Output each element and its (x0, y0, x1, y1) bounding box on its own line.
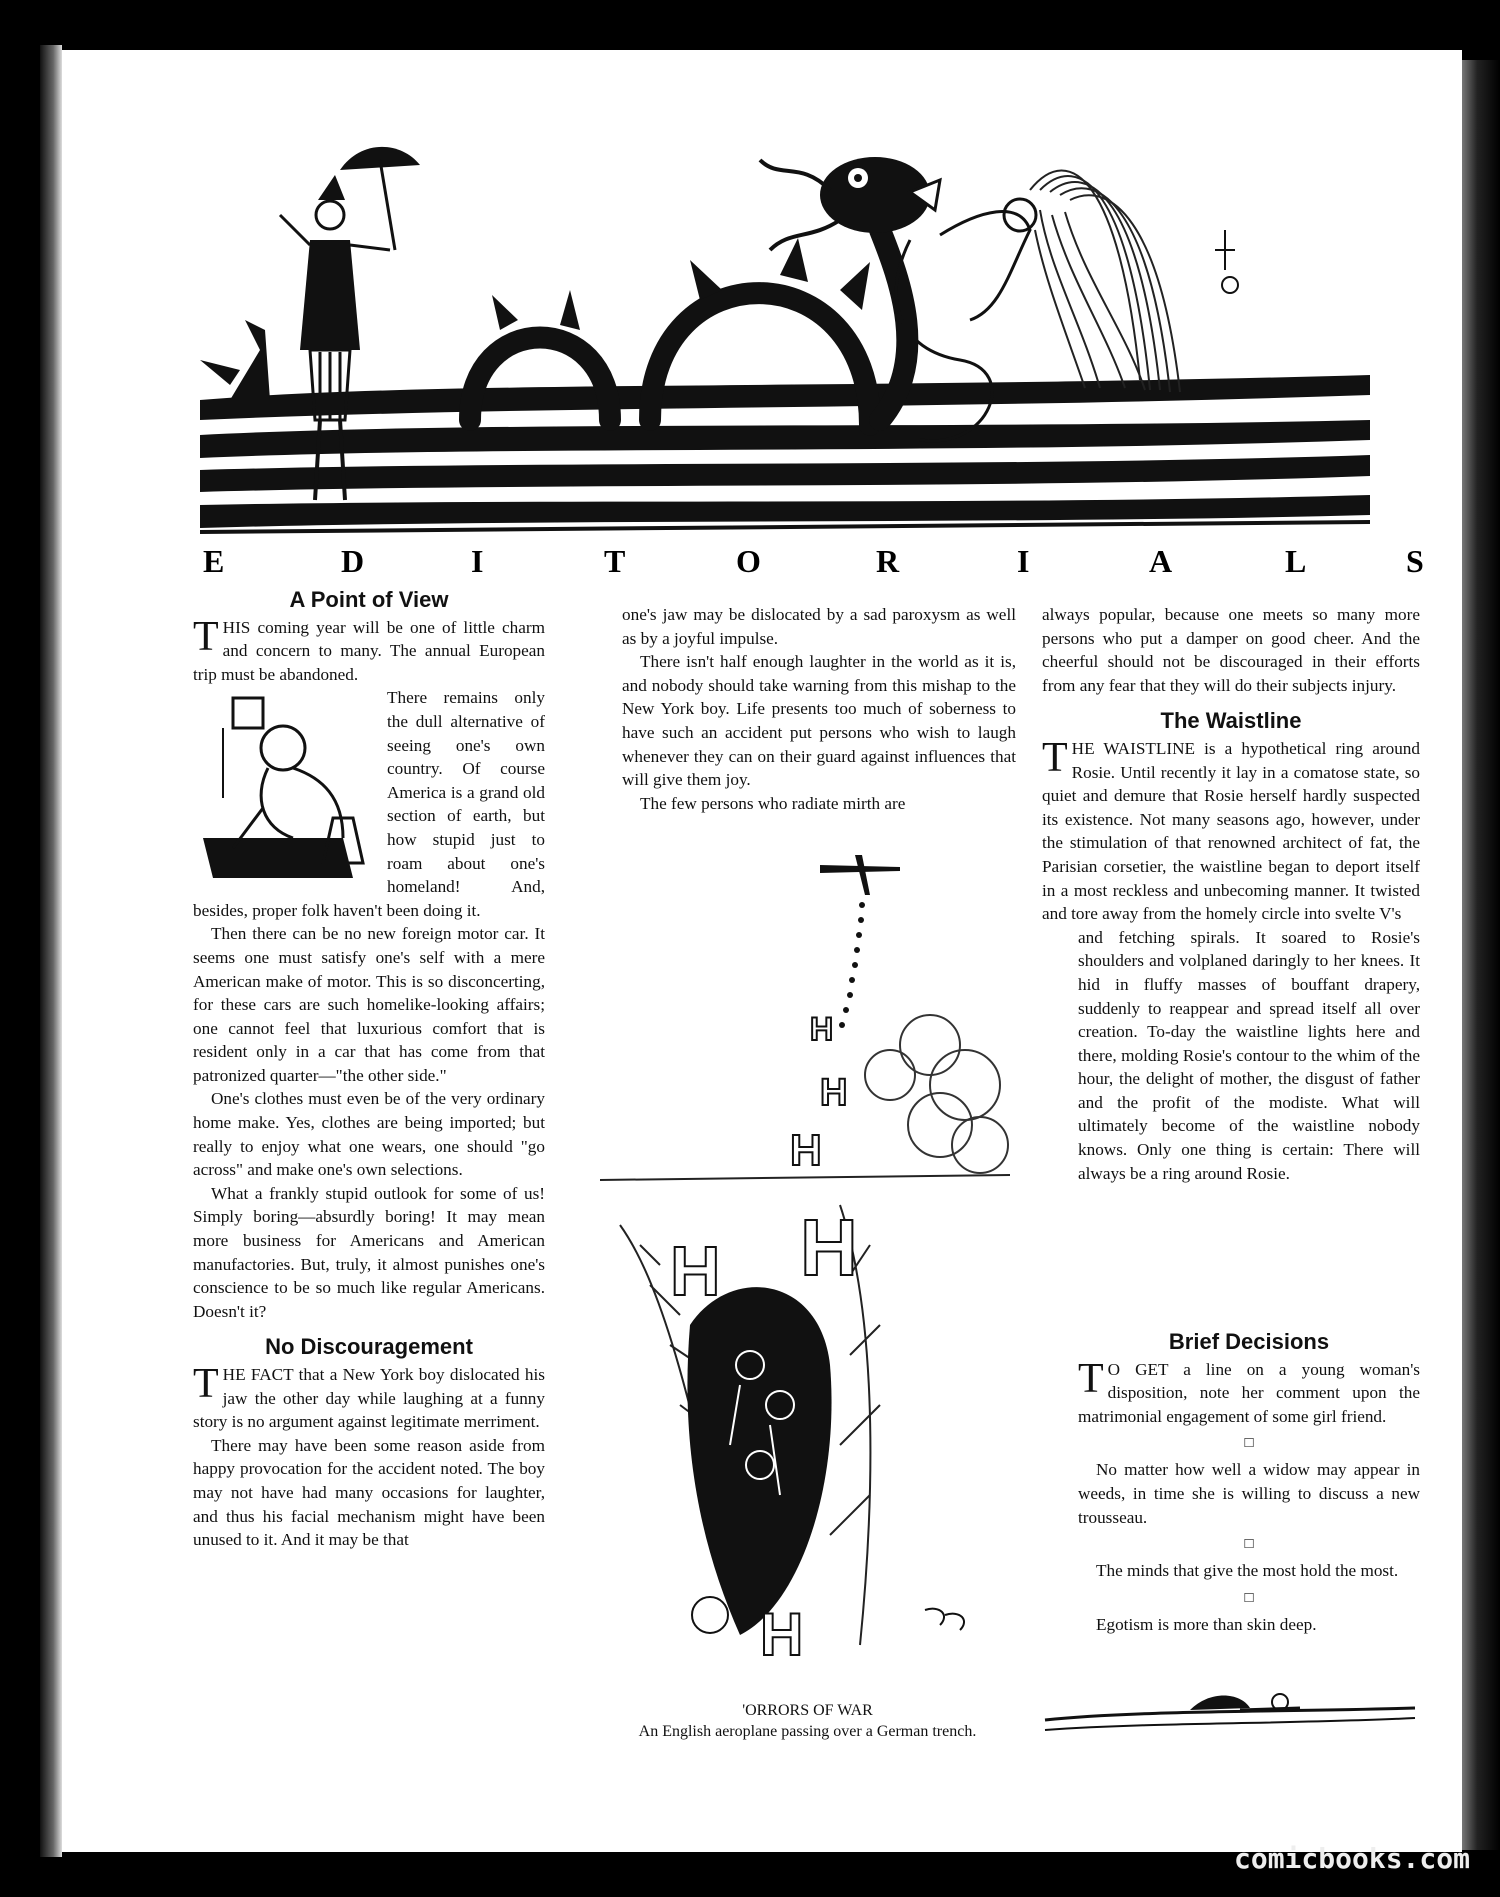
separator-box: □ (1244, 1536, 1254, 1553)
drop-cap: T (193, 613, 219, 660)
paragraph: There remains only the dull alternative of seeing one's own country. Of course America is a grand old section of earth, but how stupid just to roam about one's homeland! And, besides, proper folk haven't been doing it. (193, 688, 545, 920)
drop-cap: T (1042, 734, 1068, 781)
tailpiece-illustration (1040, 1680, 1420, 1740)
falling-bombs (839, 902, 865, 1028)
h-letter: H (800, 1203, 858, 1292)
banner-letter: D (341, 543, 365, 579)
aeroplane (820, 855, 900, 895)
paragraph: and fetching spirals. It soared to Rosie's shoulders and volplaned daringly to her knees. It hid in fluffy masses of bouffant drapery, suddenly to reappear and spread itself all over creation. To-day the waistline lights here and there, molding Rosie's contour to the whim of the hour, the delight of mother, the disgust of father and the profit of the modiste. What will ultimately become of the waistline nobody knows. Only one thing is certain: There will always be a ring around Rosie. (1078, 927, 1420, 1183)
paragraph: T O GET a line on a young woman's disposition, note her comment upon the matrimonial engagement of some girl friend. (1078, 1355, 1420, 1426)
drop-cap: T (1078, 1355, 1104, 1402)
paragraph: One's clothes must even be of the very ordinary home make. Yes, clothes are being imported; but really to enjoy what one wears, one should "go across" and make one's own selections. (193, 1089, 545, 1180)
banner-letter: S (1406, 543, 1424, 579)
column-3 (1042, 603, 1420, 1185)
paragraph: Egotism is more than skin deep. (1096, 1614, 1317, 1634)
masthead-illustration (140, 120, 1390, 540)
column-3-brief-decisions (1078, 1330, 1420, 1636)
artist-signature (1215, 230, 1238, 293)
paragraph: There isn't half enough laughter in the world as it is, and nobody should take warning from this mishap to the New York boy. Life presents too much of soberness to have such an accident put persons who wish to laugh whenever they can on their guard against influences that will give them joy. (622, 652, 1016, 790)
h-letter: H (670, 1232, 721, 1310)
h-letter: H (790, 1126, 822, 1175)
banner-letter: T (604, 543, 626, 579)
banner-letter: O (736, 543, 761, 579)
section-title-point-of-view: A Point of View (289, 587, 449, 612)
h-letter: H (810, 1011, 834, 1047)
separator-box: □ (1244, 1435, 1254, 1452)
paragraph: Then there can be no new foreign motor car. It seems one must satisfy one's self with a mere American make of motor. This is so disconcerting, for these cars are such homelike-looking affairs; one cannot feel that luxurious comfort that is resident only in a car that has come from that patronized quarter—"the other side." (193, 924, 545, 1085)
mermaid-hair (1030, 170, 1180, 392)
paragraph: There may have been some reason aside from happy provocation for the accident noted. The boy may not have had many occasions for laughter, and thus his facial mechanism might have been unused to it. And it may be that (193, 1435, 545, 1550)
caption-subtitle: An English aeroplane passing over a German trench. (638, 1723, 977, 1740)
section-title-brief-decisions: Brief Decisions (1168, 1329, 1330, 1354)
cartoon-signature (925, 1609, 964, 1630)
paragraph: always popular, because one meets so many more persons who put a damper on good cheer. And the cheerful should not be discouraged in their efforts from any fear that they will do their subjects injury. (1042, 605, 1420, 695)
cartoon-caption (605, 1700, 1010, 1742)
column-1 (193, 588, 545, 1552)
fish-tail (200, 320, 270, 400)
artist-at-desk-illustration (193, 688, 381, 888)
banner-letter: R (876, 543, 900, 579)
paragraph: THE WAISTLINE is a hypothetical ring around Rosie. Until recently it lay in a comatose state, so quiet and demure that Rosie herself hardly suspected its existence. Not many seasons ago, however, under the stimulation of that renowned architect of fat, the Parisian corsetier, the waistline began to deport itself in a most reckless and unbecoming manner. It twisted and tore away from the homely circle into svelte V's (1042, 734, 1420, 924)
book-gutter-right (1462, 60, 1500, 1850)
soldier-face (692, 1597, 728, 1633)
editorials-banner (0, 543, 1440, 583)
war-cartoon-illustration (580, 845, 1020, 1700)
h-letter: H (760, 1601, 804, 1668)
banner-letter: I (471, 543, 484, 579)
paragraph: The minds that give the most hold the most. (1096, 1561, 1399, 1581)
smoke-clouds (865, 1015, 1008, 1173)
paragraph: THIS coming year will be one of little charm and concern to many. The annual European trip must be abandoned. (193, 613, 545, 684)
separator-box: □ (1244, 1589, 1254, 1606)
paragraph: The few persons who radiate mirth are (640, 793, 906, 813)
trench-shadow (687, 1287, 831, 1635)
section-title-waistline: The Waistline (1160, 708, 1302, 734)
banner-letter: I (1017, 543, 1030, 579)
column-2 (622, 603, 1016, 815)
h-letter: H (820, 1072, 848, 1114)
sea-waves (200, 375, 1370, 534)
section-title-no-discouragement: No Discouragement (265, 1334, 473, 1360)
paragraph: one's jaw may be dislocated by a sad paroxysm as well as by a joyful impulse. (622, 605, 1016, 648)
paragraph: What a frankly stupid outlook for some of us! Simply boring—absurdly boring! It may mean more business for Americans and American manufactories. But, truly, it almost punishes one's conscience to be so much like regular Americans. Doesn't it? (193, 1183, 545, 1321)
book-gutter-left (40, 45, 62, 1857)
paragraph: No matter how well a widow may appear in weeds, in time she is willing to discuss a new trousseau. (1078, 1460, 1420, 1527)
watermark: comicbooks.com (1233, 1842, 1470, 1875)
banner-letter: L (1285, 543, 1307, 579)
banner-letter: E (203, 543, 225, 579)
paragraph: THE FACT that a New York boy dislocated his jaw the other day while laughing at a funny story is no argument against legitimate merriment. (193, 1361, 545, 1432)
drop-cap: T (193, 1361, 219, 1407)
serpent-head (760, 157, 940, 250)
caption-title: 'ORRORS OF WAR (742, 1702, 873, 1719)
banner-letter: A (1149, 543, 1173, 579)
